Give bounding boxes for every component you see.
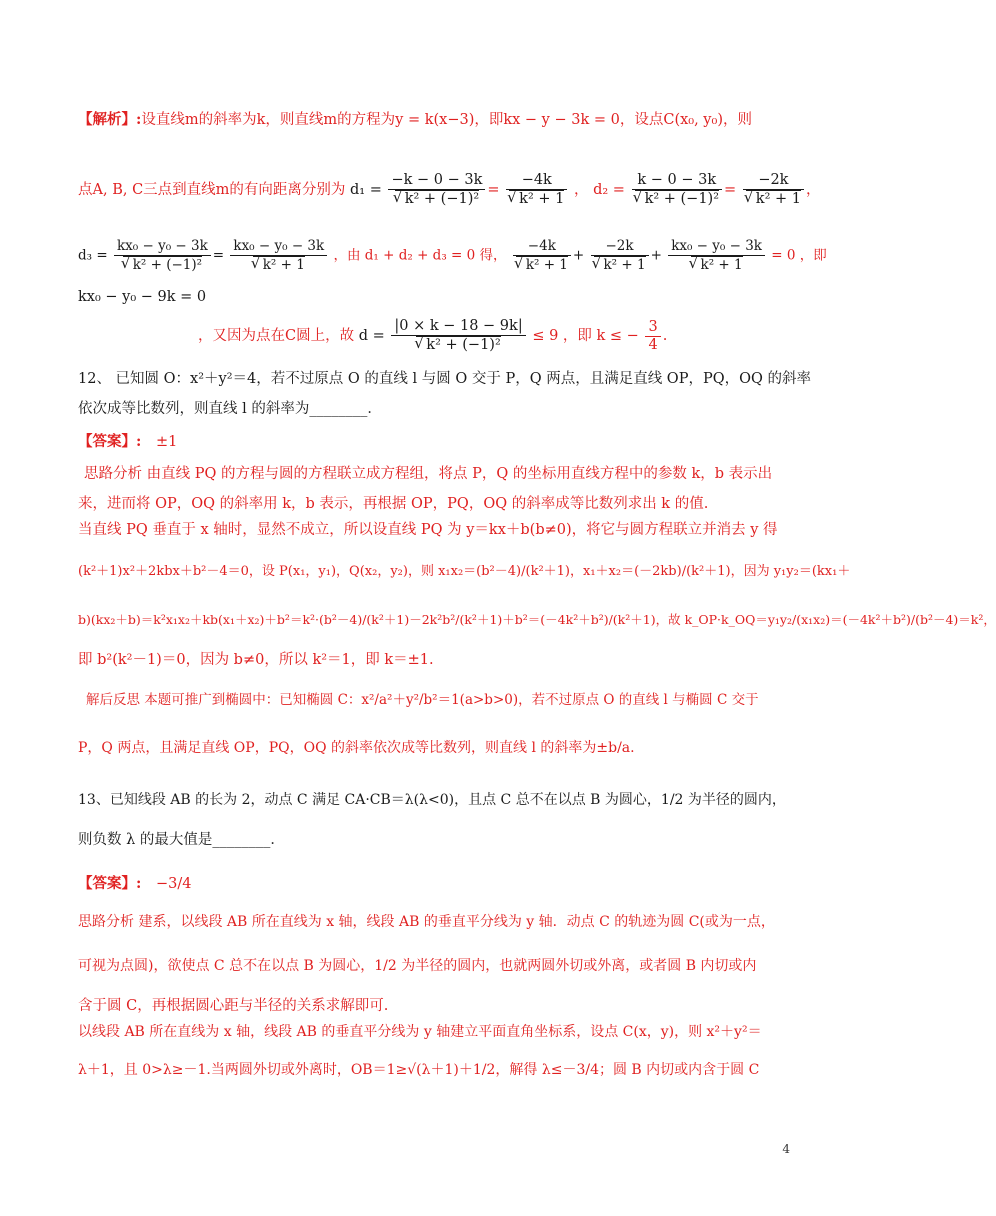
d3-num: kx₀ − y₀ − 3k <box>114 238 211 256</box>
d3-frac <box>114 238 211 274</box>
d3-res-num: kx₀ − y₀ − 3k <box>230 238 327 256</box>
sum-f2-num: −2k <box>591 238 649 256</box>
sum-f1 <box>513 238 571 274</box>
q12-sol-1: 思路分析 由直线 PQ 的方程与圆的方程联立成方程组，将点 P，Q 的坐标用直线方程中的参数 k，b 表示出 <box>84 466 773 482</box>
d1-res-num: −4k <box>506 172 567 190</box>
page-number: 4 <box>782 1142 790 1156</box>
q13-answer-label: 【答案】: <box>78 875 142 892</box>
sum-text: ，由 d₁ + d₂ + d₃ = 0 得， <box>333 247 507 264</box>
analysis-text-2: 点A, B, C三点到直线m的有向距离分别为 <box>78 182 346 198</box>
sum-f3 <box>668 238 765 274</box>
q13-answer-line <box>78 874 790 894</box>
d2-den: √ k² + (−1)² <box>635 190 719 208</box>
q13-sol-2: 可视为点圆)，欲使点 C 总不在以点 B 为圆心，1/2 为半径的圆内，也就两圆外切或外离，或者圆 B 内切或内 <box>78 958 757 974</box>
q13-sol-5: λ＋1，且 0>λ≥－1.当两圆外切或外离时，OB＝1≥√(λ＋1)＋1/2，解得 λ≤－3/4；圆 B 内切或内含于圆 C <box>78 1062 760 1078</box>
d2-frac <box>632 172 722 208</box>
line6-den: √ k² + (−1)² <box>416 336 500 354</box>
analysis-line-2: 点A, B, C三点到直线m的有向距离分别为 d₁ = −k − 0 − 3k √ k² + (−1)² = −4k √ k² + 1 ， d₂ = k − 0 − 3k √ k² + (−1)² = −2k √ k² + 1 ， <box>78 172 790 208</box>
analysis-line-1 <box>78 110 790 130</box>
q12-sol-6: 即 b²(k²－1)＝0，因为 b≠0，所以 k²＝1，即 k＝±1. <box>78 652 434 668</box>
analysis-text-1: 设直线m的斜率为k，则直线m的方程为y = k(x−3)，即kx − y − 3k = 0，设点C(x₀, y₀)，则 <box>141 112 752 128</box>
line6-b: ≤ 9 ，即 k ≤ − <box>532 328 639 344</box>
q13-sol-3: 含于圆 C，再根据圆心距与半径的关系求解即可. <box>78 998 389 1014</box>
q12-sol-3: 当直线 PQ 垂直于 x 轴时，显然不成立，所以设直线 PQ 为 y＝kx＋b(b≠0)，将它与圆方程联立并消去 y 得 <box>78 522 778 538</box>
sum-f2-den: √ k² + 1 <box>594 256 646 274</box>
d1-frac <box>388 172 485 208</box>
q13-answer-value: −3/4 <box>155 876 192 892</box>
line6-small-num: 3 <box>645 319 660 337</box>
d2-res-den: √ k² + 1 <box>746 190 801 208</box>
d3-res-frac <box>230 238 327 274</box>
d1-den: √ k² + (−1)² <box>395 190 479 208</box>
sum-f3-num: kx₀ − y₀ − 3k <box>668 238 765 256</box>
q12-answer-value: ±1 <box>155 434 178 450</box>
d1-num: −k − 0 − 3k <box>388 172 485 190</box>
analysis-line-3: d₃ = kx₀ − y₀ − 3k √ k² + (−1)² = kx₀ − y₀ − 3k √ k² + 1 ，由 d₁ + d₂ + d₃ = 0 得， −4k √ k² + 1 + −2k √ k² + 1 + kx₀ − y₀ − 3k √ k² + 1 = 0 ，即 <box>78 238 790 274</box>
d2-res-frac <box>743 172 804 208</box>
q13-line-2: 则负数 λ 的最大值是________． <box>78 832 285 848</box>
q13-sol-1: 思路分析 建系，以线段 AB 所在直线为 x 轴，线段 AB 的垂直平分线为 y 轴．动点 C 的轨迹为圆 C(或为一点， <box>78 914 775 930</box>
sum-f1-num: −4k <box>513 238 571 256</box>
d3-den: √ k² + (−1)² <box>123 256 202 274</box>
q12-answer-label: 【答案】: <box>78 433 142 450</box>
analysis-label: 【解析】: <box>78 111 142 128</box>
d3-label: d₃ = <box>78 247 108 264</box>
d1-res-frac <box>506 172 567 208</box>
line6-frac <box>391 318 525 354</box>
q12-sol-5: b)(kx₂＋b)＝k²x₁x₂＋kb(x₁＋x₂)＋b²＝k²·(b²－4)/(k²＋1)－2k²b²/(k²＋1)＋b²＝(－4k²＋b²)/(k²＋1)，故 k_OP·k_OQ＝y₁y₂/(x₁x₂)＝(－4k²＋b²)/(b²－4)＝k²， <box>78 612 996 627</box>
q12-line-2: 依次成等比数列，则直线 l 的斜率为________． <box>78 401 382 417</box>
sum-f3-den: √ k² + 1 <box>691 256 743 274</box>
analysis-line-5 <box>78 287 790 307</box>
d2-label: ， d₂ = <box>573 182 625 198</box>
analysis-line-6: ，又因为点在C圆上，故 d = |0 × k − 18 − 9k| √ k² + (−1)² ≤ 9 ，即 k ≤ − $\frac{3}{4}$ . <box>198 318 790 354</box>
sum-f2 <box>591 238 649 274</box>
line5-eq: kx₀ − y₀ − 9k = 0 <box>78 289 207 305</box>
line6-small-frac <box>645 319 660 354</box>
q12-sol-4: (k²＋1)x²＋2kbx＋b²－4＝0，设 P(x₁，y₁)，Q(x₂，y₂)，则 x₁x₂＝(b²－4)/(k²＋1)，x₁＋x₂＝(－2kb)/(k²＋1)，因为 y₁y₂＝(kx₁＋ <box>78 564 851 579</box>
q12-sol-8: P，Q 两点，且满足直线 OP，PQ，OQ 的斜率依次成等比数列，则直线 l 的斜率为±b/a. <box>78 740 635 756</box>
q12-line-1: 12、 已知圆 O：x²＋y²＝4，若不过原点 O 的直线 l 与圆 O 交于 P，Q 两点，且满足直线 OP，PQ，OQ 的斜率 <box>78 371 811 387</box>
line6-small-den: 4 <box>648 336 658 353</box>
d2-num: k − 0 − 3k <box>632 172 722 190</box>
line6-d: d = <box>358 328 385 344</box>
line6-num: |0 × k − 18 − 9k| <box>391 318 525 336</box>
q13-line-1: 13、已知线段 AB 的长为 2，动点 C 满足 CA·CB＝λ(λ<0)，且点 C 总不在以点 B 为圆心，1/2 为半径的圆内， <box>78 792 786 808</box>
d1-res-den: √ k² + 1 <box>509 190 564 208</box>
d2-res-num: −2k <box>743 172 804 190</box>
q13-sol-4: 以线段 AB 所在直线为 x 轴，线段 AB 的垂直平分线为 y 轴建立平面直角坐标系，设点 C(x，y)，则 x²＋y²＝ <box>78 1024 762 1040</box>
line6-a: ，又因为点在C圆上，故 <box>198 328 355 344</box>
sum-f1-den: √ k² + 1 <box>516 256 568 274</box>
eq-tail: = 0 ，即 <box>771 247 827 264</box>
q12-sol-2: 来，进而将 OP，OQ 的斜率用 k，b 表示，再根据 OP，PQ，OQ 的斜率成等比数列求出 k 的值. <box>78 496 709 512</box>
d3-res-den: √ k² + 1 <box>253 256 305 274</box>
q12-sol-7: 解后反思 本题可推广到椭圆中：已知椭圆 C：x²/a²＋y²/b²＝1(a>b>0)，若不过原点 O 的直线 l 与椭圆 C 交于 <box>86 692 759 708</box>
d1-label: d₁ = <box>350 182 382 198</box>
q12-answer-line <box>78 432 790 452</box>
